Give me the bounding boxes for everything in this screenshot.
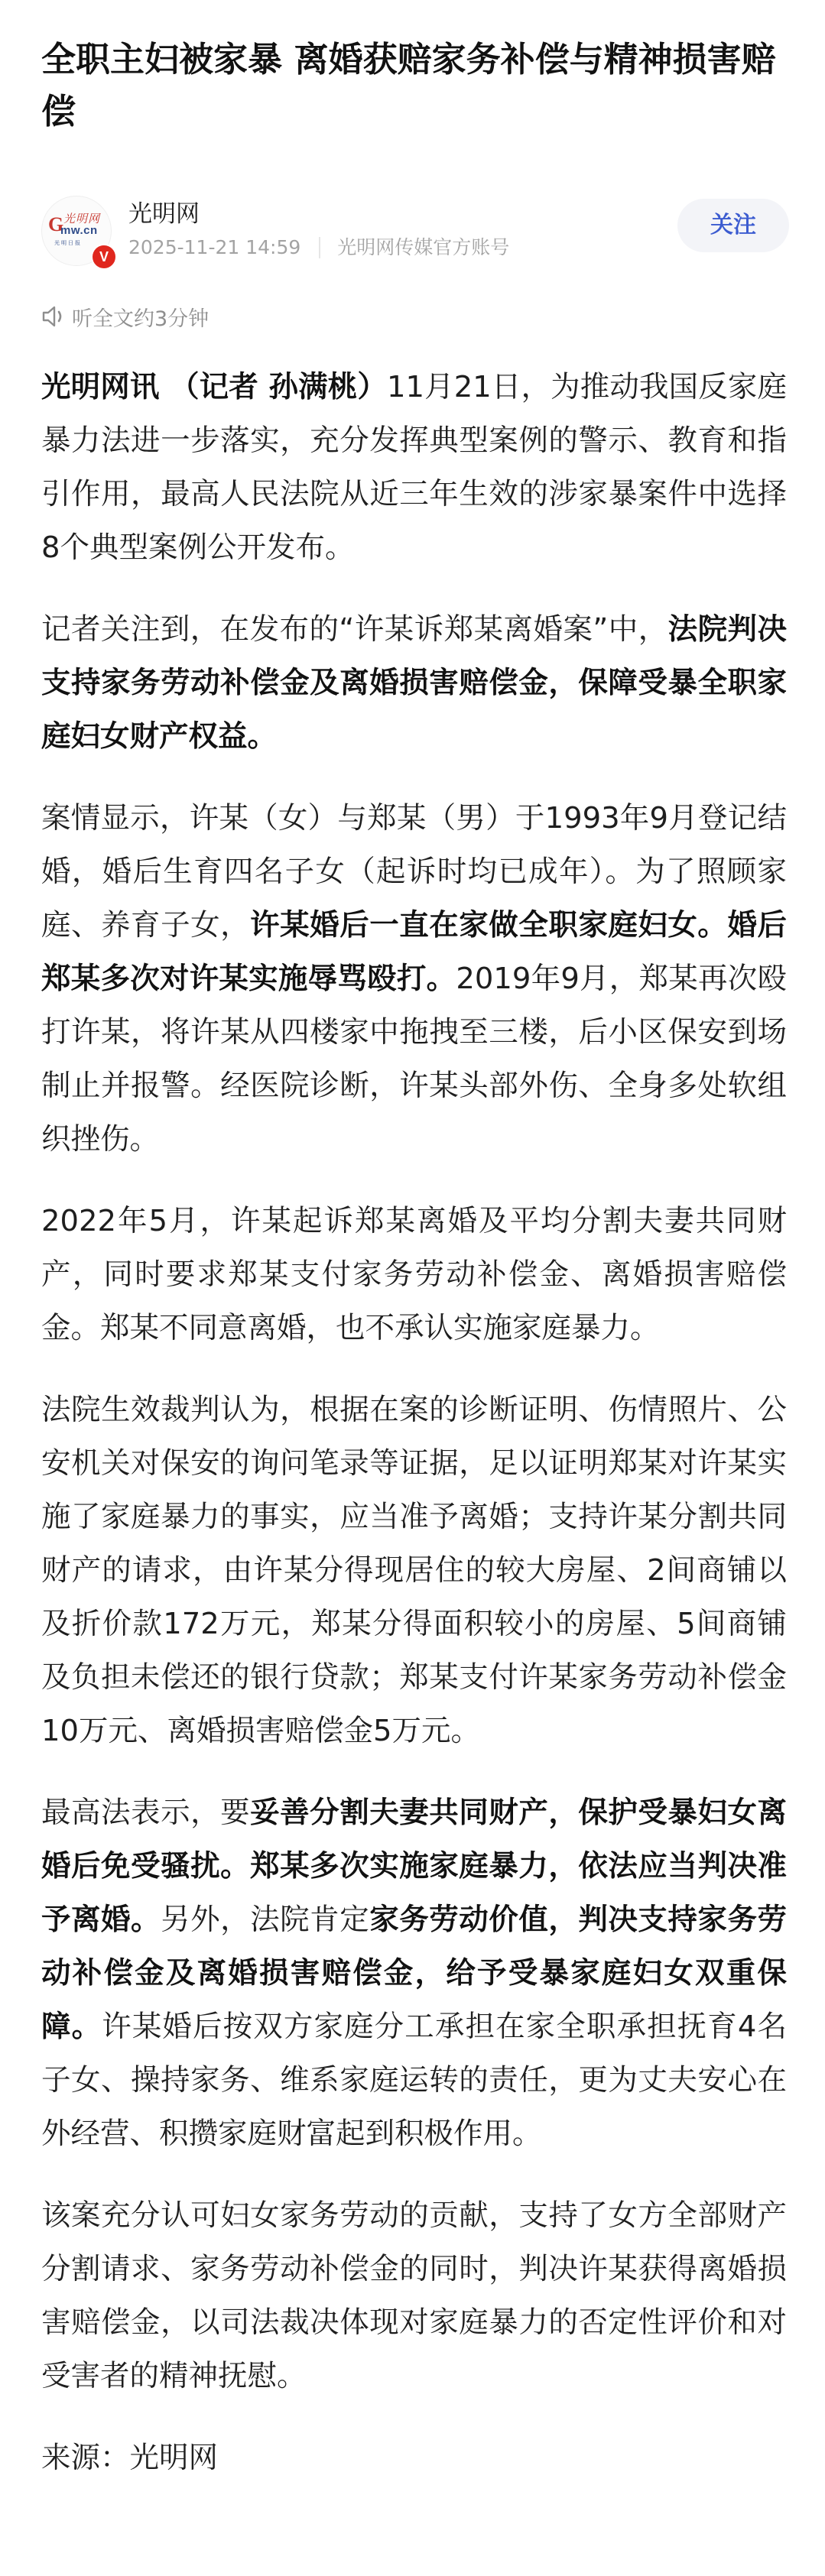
bold-text: 家务劳动价值，判决支持家务劳动补偿金及离婚损害赔偿金，给予受暴家庭妇女双重保障。 — [41, 1903, 787, 2044]
bold-text: 法院判决支持家务劳动补偿金及离婚损害赔偿金，保障受暴全职家庭妇女财产权益。 — [41, 612, 787, 754]
author-row — [41, 193, 791, 269]
article-title: 全职主妇被家暴 离婚获赔家务补偿与精神损害赔偿 — [41, 39, 776, 131]
article-source: 来源：光明网 — [41, 2441, 219, 2475]
text: 案情显示，许某（女）与郑某（男）于1993年9月登记结婚，婚后生育四名子女（起诉时均已成年）。为了照顾家庭、养育子女， — [41, 801, 787, 942]
text: 2022年5月，许某起诉郑某离婚及平均分割夫妻共同财产，同时要求郑某支付家务劳动补偿金、离婚损害赔偿金。郑某不同意离婚，也不承认实施家庭暴力。 — [41, 1204, 787, 1345]
paragraph — [41, 2189, 787, 2403]
paragraph — [41, 792, 787, 1166]
bold-text: 妥善分割夫妻共同财产，保护受暴妇女离婚后免受骚扰。郑某多次实施家庭暴力，依法应当判决准予离婚。 — [41, 1796, 787, 1937]
account-label: 光明网传媒官方账号 — [337, 236, 510, 258]
bold-text: 光明网讯 （记者 孙满桃） — [41, 370, 387, 404]
paragraph — [41, 603, 787, 764]
publish-date: 2025-11-21 14:59 — [128, 236, 301, 258]
text: 11月21日，为推动我国反家庭暴力法进一步落实，充分发挥典型案例的警示、教育和指引作用，最高人民法院从近三年生效的涉家暴案件中选择8个典型案例公开发布。 — [41, 370, 788, 565]
text: 另外，法院肯定 — [161, 1903, 370, 1937]
paragraph — [41, 361, 787, 575]
speaker-icon — [41, 305, 67, 328]
paragraph — [41, 1195, 787, 1355]
author-meta — [128, 234, 509, 261]
text: 该案充分认可妇女家务劳动的贡献，支持了女方全部财产分割请求、家务劳动补偿金的同时，判决许某获得离婚损害赔偿金，以司法裁决体现对家庭暴力的否定性评价和对受害者的精神抚慰。 — [41, 2198, 787, 2393]
verified-badge-icon: V — [91, 244, 117, 270]
text: 许某婚后按双方家庭分工承担在家全职承担抚育4名子女、操持家务、维系家庭运转的责任，更为丈夫安心在外经营、积攒家庭财富起到积极作用。 — [41, 2010, 787, 2151]
author-name[interactable]: 光明网 — [128, 200, 200, 228]
gmw-logo-domain: mw.cn — [60, 224, 98, 237]
listen-to-article-button[interactable] — [41, 301, 209, 332]
article-body — [41, 361, 787, 2485]
bold-text: 许某婚后一直在家做全职家庭妇女。婚后郑某多次对许某实施辱骂殴打。 — [41, 908, 787, 996]
text: 记者关注到，在发布的“许某诉郑某离婚案”中， — [41, 612, 668, 647]
listen-label: 听全文约3分钟 — [72, 307, 209, 331]
text: 法院生效裁判认为，根据在案的诊断证明、伤情照片、公安机关对保安的询问笔录等证据，足以证明郑某对许某实施了家庭暴力的事实，应当准予离婚；支持许某分割共同财产的请求，由许某分得现居住的较大房屋、2间商铺以及折价款172万元，郑某分得面积较小的房屋、5间商铺及负担未偿还的银行贷款；郑某支付许某家务劳动补偿金10万元、离婚损害赔偿金5万元。 — [41, 1393, 787, 1748]
text: 2019年9月，郑某再次殴打许某，将许某从四楼家中拖拽至三楼，后小区保安到场制止并报警。经医院诊断，许某头部外伤、全身多处软组织挫伤。 — [41, 962, 787, 1157]
paragraph — [41, 1384, 787, 1758]
gmw-logo-letter: G — [48, 213, 64, 235]
paragraph — [41, 1786, 787, 2161]
text: 最高法表示，要 — [41, 1796, 251, 1830]
meta-divider — [319, 237, 320, 258]
gmw-logo-script: 光明网 — [63, 213, 101, 225]
follow-button[interactable]: 关注 — [677, 199, 789, 252]
gmw-logo-subtitle: 光明日报 — [54, 240, 82, 246]
author-avatar[interactable] — [41, 196, 112, 266]
